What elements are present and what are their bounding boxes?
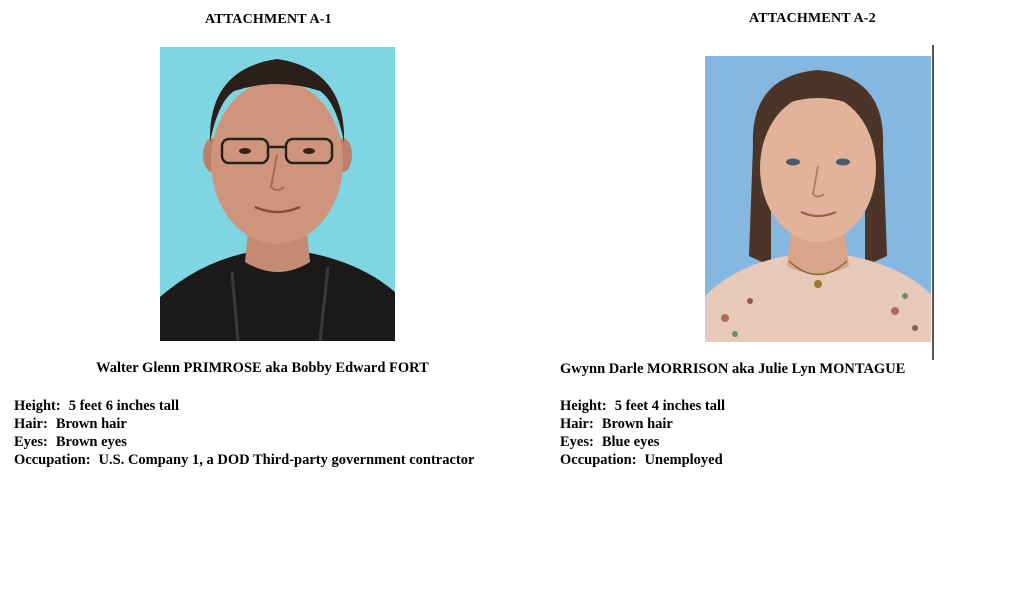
detail-value: 5 feet 4 inches tall	[614, 398, 726, 414]
attachment-a1-name: Walter Glenn PRIMROSE aka Bobby Edward FORT	[96, 360, 429, 376]
detail-label: Eyes:	[560, 434, 594, 450]
detail-value: Brown eyes	[55, 434, 127, 450]
detail-label: Occupation:	[14, 452, 91, 468]
detail-row-hair	[560, 415, 725, 433]
attachment-a1-title: ATTACHMENT A-1	[205, 12, 332, 27]
detail-row-occupation	[560, 451, 725, 469]
vertical-divider	[932, 45, 934, 360]
detail-value: Blue eyes	[601, 434, 660, 450]
detail-row-height	[14, 397, 474, 415]
detail-row-eyes	[560, 433, 725, 451]
detail-label: Height:	[14, 398, 61, 414]
detail-label: Height:	[560, 398, 607, 414]
detail-row-eyes	[14, 433, 474, 451]
detail-label: Occupation:	[560, 452, 637, 468]
detail-value: U.S. Company 1, a DOD Third-party government contractor	[98, 452, 475, 468]
detail-row-hair	[14, 415, 474, 433]
attachment-a2-details	[560, 397, 725, 469]
attachment-a2-name: Gwynn Darle MORRISON aka Julie Lyn MONTAGUE	[560, 361, 906, 377]
detail-value: Brown hair	[601, 416, 673, 432]
detail-value: Brown hair	[55, 416, 127, 432]
detail-label: Hair:	[14, 416, 48, 432]
detail-row-occupation	[14, 451, 474, 469]
attachment-a2-photo	[705, 56, 931, 342]
detail-label: Eyes:	[14, 434, 48, 450]
detail-value: Unemployed	[644, 452, 723, 468]
attachment-a1-details	[14, 397, 474, 469]
attachment-a2-title: ATTACHMENT A-2	[749, 11, 876, 26]
detail-row-height	[560, 397, 725, 415]
detail-label: Hair:	[560, 416, 594, 432]
detail-value: 5 feet 6 inches tall	[68, 398, 180, 414]
attachment-a1-photo	[160, 47, 395, 341]
